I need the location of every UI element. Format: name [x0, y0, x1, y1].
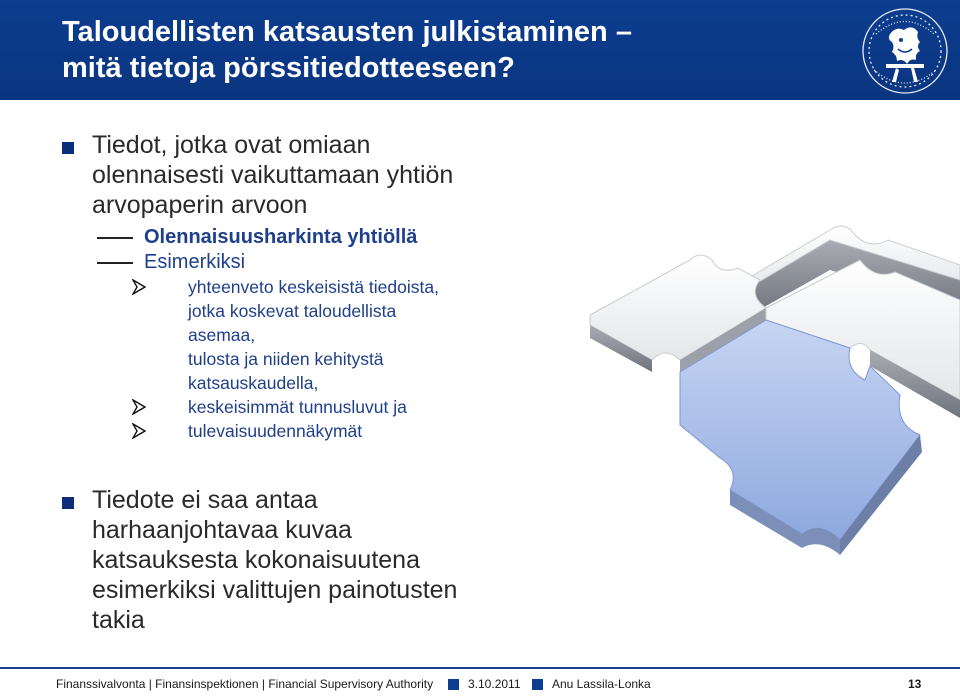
footer-divider: [0, 667, 960, 669]
dash-bullet-icon: [97, 237, 133, 239]
bullet-square-icon: [62, 142, 74, 154]
bullet-2-line: Tiedote ei saa antaa: [92, 486, 318, 514]
sub-item-outlook: tulevaisuudennäkymät: [188, 421, 363, 441]
slide-title: [62, 14, 822, 86]
footer-square-icon: [448, 679, 459, 690]
dash-bullet-icon: [97, 262, 133, 264]
sub-item-summary: yhteenveto keskeisistä tiedoista,: [188, 277, 439, 297]
sub-item-summary-cont: jotka koskevat taloudellista: [188, 301, 397, 321]
sub-bullet-materiality: Olennaisuusharkinta yhtiöllä: [144, 226, 418, 248]
footer-author: Anu Lassila-Lonka: [552, 677, 651, 691]
bullet-2-text: [92, 485, 457, 635]
finanssivalvonta-lion-emblem: [856, 4, 954, 98]
puzzle-pieces-illustration: [570, 220, 960, 580]
bullet-1-line: olennaisesti vaikuttamaan yhtiön: [92, 161, 454, 189]
slide-footer: [0, 670, 960, 699]
bullet-2-line: katsauksesta kokonaisuutena: [92, 546, 420, 574]
bullet-2-line: takia: [92, 606, 145, 634]
sub-item-key-figures: keskeisimmät tunnusluvut ja: [188, 397, 407, 417]
slide-header: [0, 0, 960, 100]
arrowhead-bullet-icon: [132, 423, 146, 439]
bullet-2-line: harhaanjohtavaa kuvaa: [92, 516, 352, 544]
footer-square-icon: [532, 679, 543, 690]
title-line-2: mitä tietoja pörssitiedotteeseen?: [62, 52, 515, 84]
arrowhead-bullet-icon: [132, 399, 146, 415]
bullet-1-line: Tiedot, jotka ovat omiaan: [92, 131, 371, 159]
sub-item-summary-cont: asemaa,: [188, 325, 256, 345]
sub-item-summary-cont: katsauskaudella,: [188, 373, 319, 393]
sub-bullet-example: Esimerkiksi: [144, 251, 246, 273]
bullet-2-line: esimerkiksi valittujen painotusten: [92, 576, 458, 604]
bullet-square-icon: [62, 497, 74, 509]
bullet-1-text: [92, 130, 453, 220]
bullet-1-line: arvopaperin arvoon: [92, 191, 308, 219]
footer-date: 3.10.2011: [468, 677, 521, 691]
footer-organization: Finanssivalvonta | Finansinspektionen | Financial Supervisory Authority: [56, 677, 434, 691]
page-number: 13: [908, 677, 922, 691]
arrowhead-bullet-icon: [132, 279, 146, 295]
title-line-1: Taloudellisten katsausten julkistaminen –: [62, 16, 632, 48]
sub-item-summary-cont: tulosta ja niiden kehitystä: [188, 349, 384, 369]
